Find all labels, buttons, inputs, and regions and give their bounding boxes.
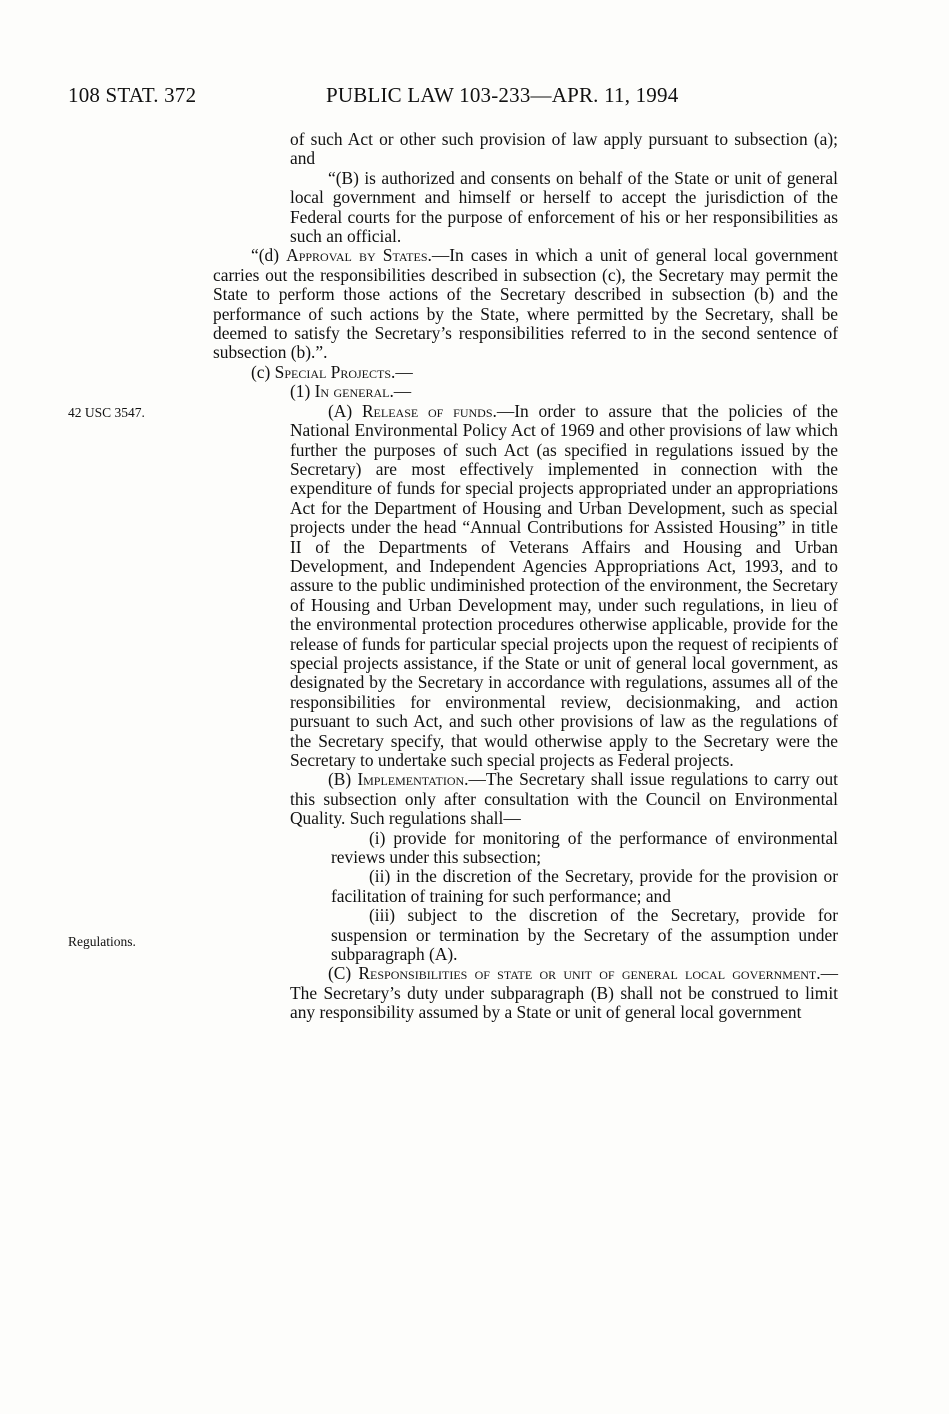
clause-iii: (iii) subject to the discretion of the Secretary, provide for suspension or termination by the Secretary of the assumption under subparagraph (A). [331,905,838,965]
paragraph-1-lead: (1) [290,381,315,402]
margin-note-regulations: Regulations. [68,934,136,949]
paragraph-c-special-projects [213,363,838,382]
paragraph-d-approval [213,246,838,362]
paragraph-b-heading: Implementation. [357,769,469,790]
paragraph-1-heading: In general. [314,381,394,402]
paragraph-a-heading: Release of funds. [361,400,497,421]
paragraph-b-text: —The Secretary shall issue regulations to carry out this subsection only after consultation with the Council on Environmental Quality. Such regulations shall— [290,769,839,829]
paragraph-c-text: — [395,361,413,382]
paragraph-c-lead: (c) [251,361,275,382]
paragraph-c-responsibilities [213,964,838,1022]
margin-note-usc: 42 USC 3547. [68,405,145,420]
paragraph-1-in-general [213,382,838,401]
paragraph-c2-lead: (C) [328,963,359,984]
clause-i: (i) provide for monitoring of the performance of environmental reviews under this subsection; [331,827,838,868]
statute-body [213,130,838,1023]
page-stat-citation: 108 STAT. 372 [68,83,197,107]
paragraph-d-lead: “(d) [251,245,287,266]
clause-ii: (ii) in the discretion of the Secretary, provide for the provision or facilitation of training for such performance; and [331,866,838,906]
paragraph-a-release-of-funds [213,402,838,771]
paragraph-continuation: of such Act or other such provision of law apply pursuant to subsection (a); and [290,129,838,169]
paragraph-1-text: — [393,381,412,402]
page-running-head: PUBLIC LAW 103-233—APR. 11, 1994 [326,83,679,107]
paragraph-d-text: —In cases in which a unit of general local government carries out the responsibilities described in subsection (c), the Secretary may permit the State to perform those actions of the Secretary described in subsection (b) and the performance of such actions by the State, where permitted by the Secretary, shall be deemed to satisfy the Secretary’s responsibilities referred to in the second sentence of subsection (b).”. [213,245,838,363]
paragraph-c2-text: —The Secretary’s duty under subparagraph (B) shall not be construed to limit any responsibility assumed by a State or unit of general local government [290,963,839,1023]
paragraph-a-lead: (A) [328,400,362,421]
paragraph-d-heading: Approval by States. [286,245,432,266]
paragraph-a-text: —In order to assure that the policies of the National Environmental Policy Act of 1969 and other provisions of law which further the purposes of such Act (as specified in regulations issued by the Secretary) are most effectively implemented in connection with the expenditure of funds for special projects appropriated under an appropriations Act for the Department of Housing and Urban Development, such as special projects under the head “Annual Contributions for Assisted Housing” in title II of the Departments of Veterans Affairs and Housing and Urban Development, and Independent Agencies Appropriations Act, 1993, and to assure to the public undiminished protection of the environment, the Secretary of Housing and Urban Development may, under such regulations, in lieu of the environmental protection procedures otherwise applicable, provide for the release of funds for particular special projects upon the request of recipients of special projects assistance, if the State or unit of general local government, as designated by the Secretary in accordance with regulations, assumes all of the responsibilities for environmental review, decisionmaking, and action pursuant to such Act, and such other provisions of law as the regulations of the Secretary specify, that would otherwise apply to the Secretary were the Secretary to undertake such special projects as Federal projects. [290,400,838,770]
paragraph-b-implementation [213,770,838,828]
paragraph-c-heading: Special Projects. [274,361,396,382]
paragraph-b-clause: “(B) is authorized and consents on behalf of the State or unit of general local government and himself or herself to accept the jurisdiction of the Federal courts for the purpose of enforcement of his or her responsibilities as such an official. [290,167,838,247]
paragraph-c2-heading: Responsibilities of state or unit of general local government. [358,963,821,984]
paragraph-b-lead: (B) [328,769,358,790]
